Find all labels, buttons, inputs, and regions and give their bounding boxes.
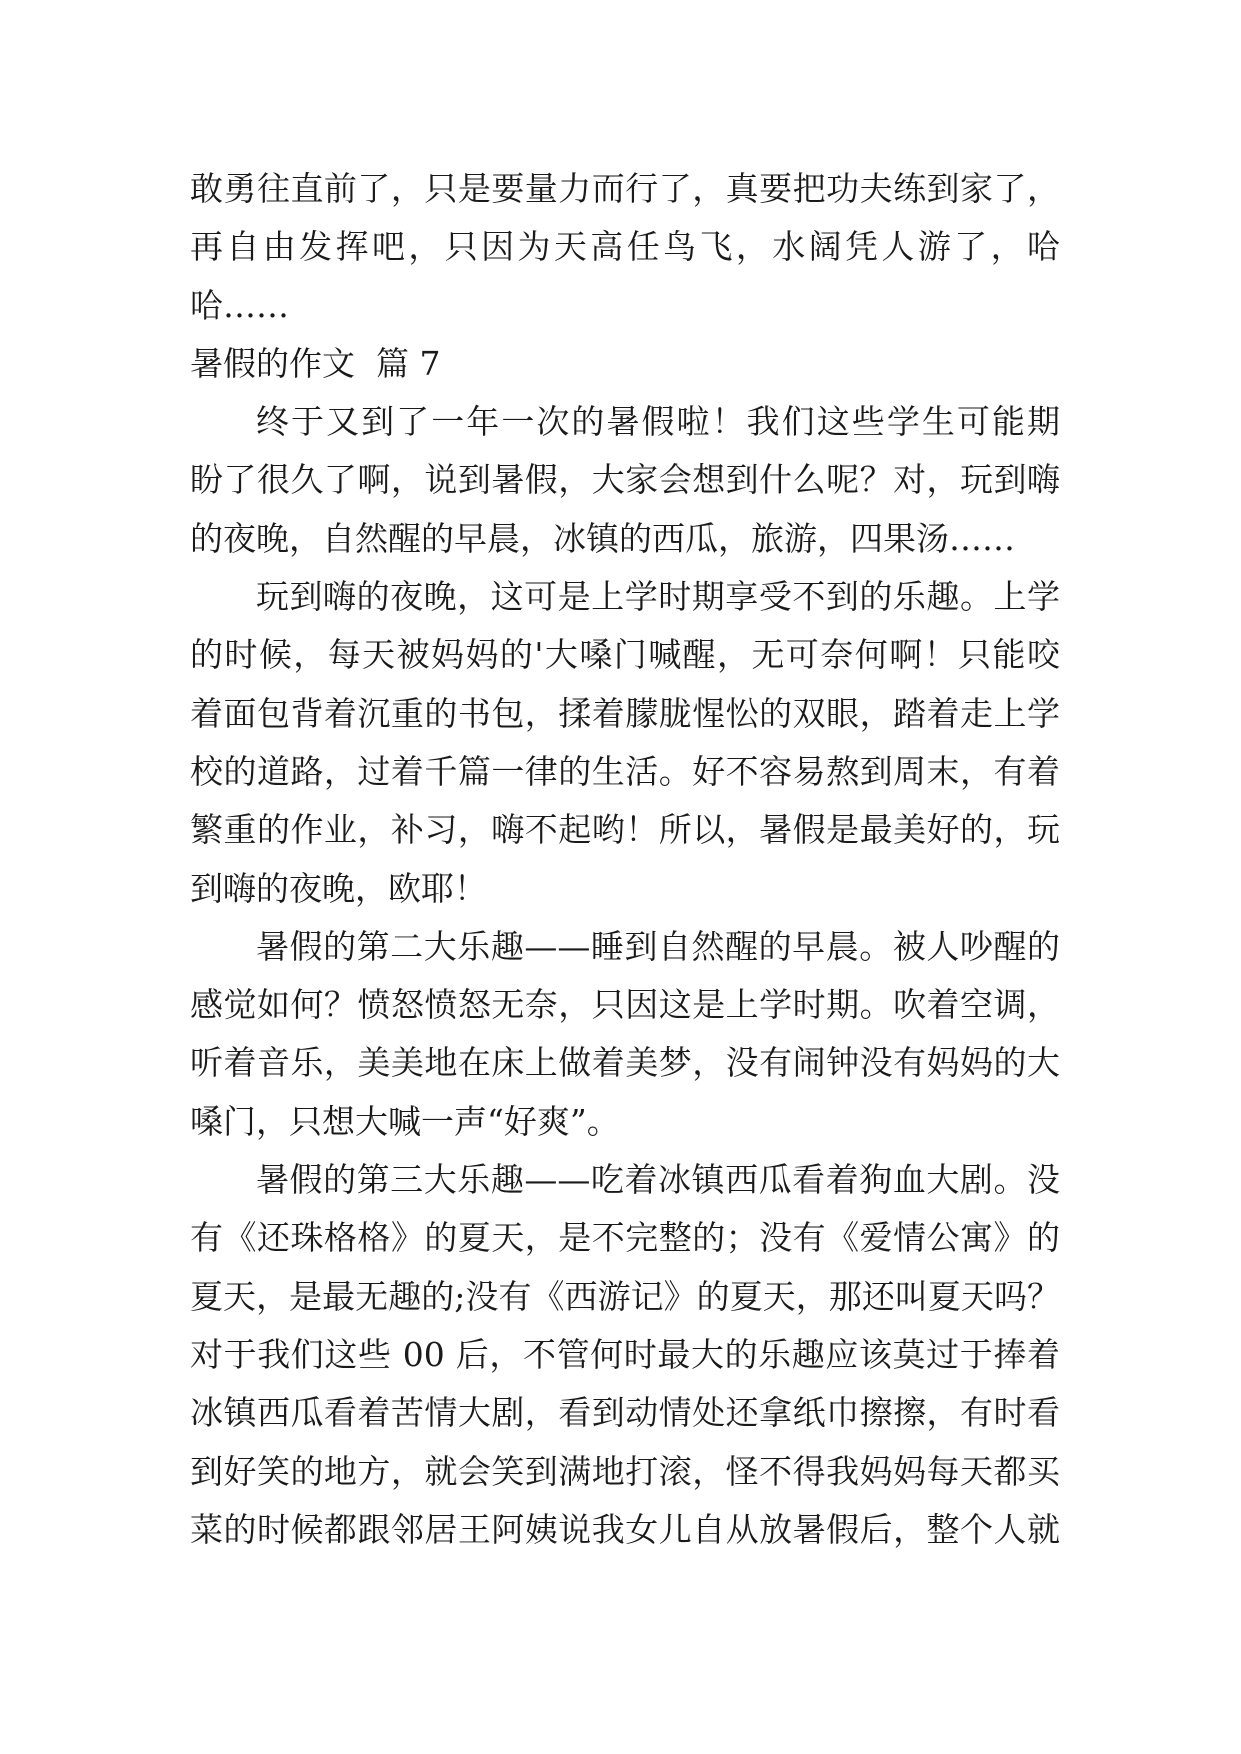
text-line: 听着音乐，美美地在床上做着美梦，没有闹钟没有妈妈的大 (190, 1043, 1060, 1083)
document-body (190, 160, 1060, 1559)
text-line: 菜的时候都跟邻居王阿姨说我女儿自从放暑假后，整个人就 (190, 1509, 1060, 1549)
text-line: 对于我们这些 00 后，不管何时最大的乐趣应该莫过于捧着 (190, 1334, 1060, 1374)
text-line: 到嗨的夜晚，欧耶！ (190, 868, 487, 908)
text-line: 着面包背着沉重的书包，揉着朦胧惺忪的双眼，踏着走上学 (190, 693, 1060, 733)
text-line: 感觉如何？愤怒愤怒无奈，只因这是上学时期。吹着空调， (190, 985, 1060, 1025)
text-line: 盼了很久了啊，说到暑假，大家会想到什么呢？对，玩到嗨 (190, 460, 1060, 500)
intro-paragraph (190, 160, 1060, 335)
text-line: 敢勇往直前了，只是要量力而行了，真要把功夫练到家了， (190, 169, 1060, 208)
text-line: 玩到嗨的夜晚，这可是上学时期享受不到的乐趣。上学 (256, 577, 1060, 617)
text-line: 冰镇西瓜看着苦情大剧，看到动情处还拿纸巾擦擦，有时看 (190, 1393, 1060, 1433)
text-line: 暑假的第二大乐趣——睡到自然醒的早晨。被人吵醒的 (256, 926, 1060, 966)
text-line: 再自由发挥吧，只因为天高任鸟飞，水阔凭人游了，哈 (190, 227, 1060, 267)
text-line: 夏天，是最无趣的;没有《西游记》的夏天，那还叫夏天吗？ (190, 1276, 1060, 1316)
paragraph-4 (190, 1151, 1060, 1559)
text-line: 的夜晚，自然醒的早晨，冰镇的西瓜，旅游，四果汤…… (190, 518, 1015, 558)
paragraph-1 (190, 393, 1060, 568)
text-line: 哈…… (190, 285, 289, 325)
section-heading: 暑假的作文 篇 7 (190, 343, 441, 383)
text-line: 嗓门，只想大喊一声“好爽”。 (190, 1101, 620, 1141)
text-line: 到好笑的地方，就会笑到满地打滚，怪不得我妈妈每天都买 (190, 1451, 1060, 1491)
text-line: 终于又到了一年一次的暑假啦！我们这些学生可能期 (256, 402, 1060, 442)
text-line: 的时候，每天被妈妈的'大嗓门喊醒，无可奈何啊！只能咬 (190, 635, 1060, 675)
paragraph-2 (190, 568, 1060, 918)
text-line: 暑假的第三大乐趣——吃着冰镇西瓜看着狗血大剧。没 (256, 1160, 1060, 1200)
text-line: 有《还珠格格》的夏天，是不完整的；没有《爱情公寓》的 (190, 1218, 1060, 1258)
text-line: 校的道路，过着千篇一律的生活。好不容易熬到周末，有着 (190, 751, 1060, 791)
text-line: 繁重的作业，补习，嗨不起哟！所以，暑假是最美好的，玩 (190, 810, 1060, 850)
paragraph-3 (190, 918, 1060, 1151)
